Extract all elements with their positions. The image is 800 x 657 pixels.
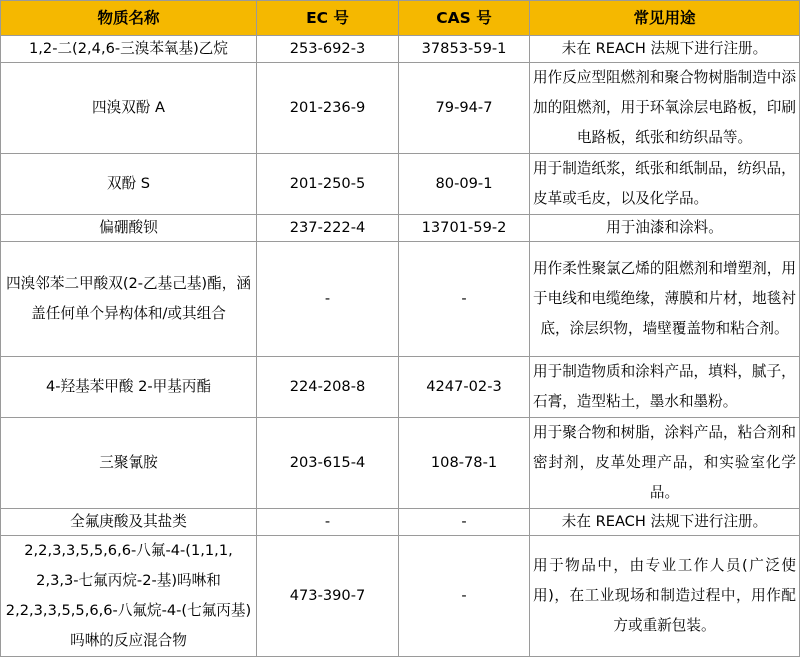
cas-number: 4247-02-3 (399, 357, 530, 418)
table-row (1, 509, 800, 536)
table-row (1, 357, 800, 418)
common-use: 用于制造纸浆，纸张和纸制品，纺织品，皮革或毛皮，以及化学品。 (530, 154, 800, 215)
header-cas-number: CAS 号 (399, 1, 530, 36)
substance-name: 2,2,3,3,5,5,6,6-八氟-4-(1,1,1, 2,3,3-七氟丙烷-2-基)吗啉和 2,2,3,3,5,5,6,6-八氟烷-4-(七氟丙基)吗啉的反应混合物 (1, 536, 257, 657)
substance-name: 双酚 S (1, 154, 257, 215)
ec-number: - (257, 242, 399, 357)
cas-number: 37853-59-1 (399, 36, 530, 63)
substance-name: 偏硼酸钡 (1, 215, 257, 242)
table-row (1, 242, 800, 357)
substance-name: 全氟庚酸及其盐类 (1, 509, 257, 536)
substance-name: 4-羟基苯甲酸 2-甲基丙酯 (1, 357, 257, 418)
common-use: 用于油漆和涂料。 (530, 215, 800, 242)
table-row (1, 63, 800, 154)
cas-number: 80-09-1 (399, 154, 530, 215)
ec-number: 201-236-9 (257, 63, 399, 154)
header-common-use: 常见用途 (530, 1, 800, 36)
table-row (1, 418, 800, 509)
ec-number: 237-222-4 (257, 215, 399, 242)
common-use: 未在 REACH 法规下进行注册。 (530, 36, 800, 63)
common-use: 未在 REACH 法规下进行注册。 (530, 509, 800, 536)
cas-number: 108-78-1 (399, 418, 530, 509)
cas-number: - (399, 509, 530, 536)
ec-number: 253-692-3 (257, 36, 399, 63)
table-row (1, 154, 800, 215)
ec-number: 203-615-4 (257, 418, 399, 509)
cas-number: - (399, 536, 530, 657)
common-use: 用作反应型阻燃剂和聚合物树脂制造中添加的阻燃剂，用于环氧涂层电路板，印刷电路板，纸张和纺织品等。 (530, 63, 800, 154)
table-header-row (1, 1, 800, 36)
ec-number: 224-208-8 (257, 357, 399, 418)
common-use: 用于物品中，由专业工作人员(广泛使用)，在工业现场和制造过程中，用作配方或重新包装。 (530, 536, 800, 657)
common-use: 用作柔性聚氯乙烯的阻燃剂和增塑剂，用于电线和电缆绝缘，薄膜和片材，地毯衬底，涂层织物，墙壁覆盖物和粘合剂。 (530, 242, 800, 357)
substance-name: 三聚氰胺 (1, 418, 257, 509)
cas-number: - (399, 242, 530, 357)
cas-number: 13701-59-2 (399, 215, 530, 242)
common-use: 用于聚合物和树脂，涂料产品，粘合剂和密封剂，皮革处理产品，和实验室化学品。 (530, 418, 800, 509)
substance-name: 1,2-二(2,4,6-三溴苯氧基)乙烷 (1, 36, 257, 63)
cas-number: 79-94-7 (399, 63, 530, 154)
substance-name: 四溴双酚 A (1, 63, 257, 154)
table-row (1, 36, 800, 63)
ec-number: 473-390-7 (257, 536, 399, 657)
substance-name: 四溴邻苯二甲酸双(2-乙基己基)酯，涵盖任何单个异构体和/或其组合 (1, 242, 257, 357)
table-row (1, 536, 800, 657)
table-row (1, 215, 800, 242)
header-substance-name: 物质名称 (1, 1, 257, 36)
common-use: 用于制造物质和涂料产品，填料，腻子，石膏，造型粘土，墨水和墨粉。 (530, 357, 800, 418)
header-ec-number: EC 号 (257, 1, 399, 36)
ec-number: 201-250-5 (257, 154, 399, 215)
ec-number: - (257, 509, 399, 536)
